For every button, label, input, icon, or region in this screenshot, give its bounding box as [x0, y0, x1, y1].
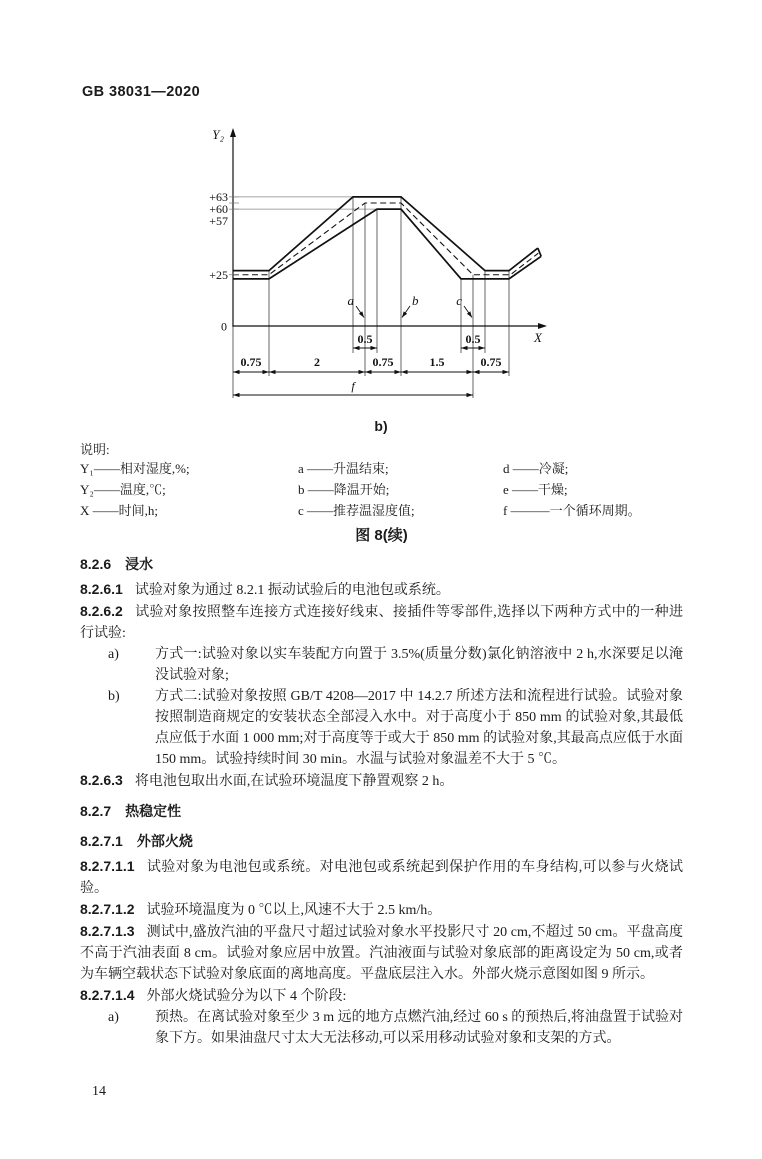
list-item	[108, 686, 683, 770]
origin-label: 0	[221, 319, 227, 334]
list-text: 预热。在离试验对象至少 3 m 远的地方点燃汽油,经过 60 s 的预热后,将油盘置于试验对象下方。如果油盘尺寸太大无法移动,可以采用移动试验对象和支架的方式。	[155, 1010, 683, 1046]
guide-lines	[233, 197, 509, 398]
arrowhead	[371, 346, 378, 350]
dimension-label: f	[351, 379, 355, 393]
arrowhead	[467, 370, 474, 374]
clause-8.2.6.2	[80, 601, 683, 644]
arrowhead	[479, 346, 486, 350]
list-item	[108, 644, 683, 686]
series-upper-limit	[233, 197, 538, 271]
dimensions	[233, 332, 509, 397]
arrowhead	[467, 393, 474, 397]
clause-8.2.6.1	[80, 579, 683, 601]
arrowhead	[353, 346, 360, 350]
series-lower-limit	[233, 209, 541, 279]
standard-number: GB 38031—2020	[82, 84, 201, 100]
note-item: b ——降温开始;	[298, 482, 390, 497]
arrowhead	[467, 311, 472, 317]
arrowhead	[263, 370, 270, 374]
notes-grid	[80, 458, 683, 521]
section-heading-8.2.6	[80, 554, 683, 575]
subfigure-label: b)	[374, 418, 388, 434]
arrowhead	[461, 346, 468, 350]
arrowhead	[233, 370, 240, 374]
clause-text: 试验对象按照整车连接方式连接好线束、接插件等零部件,选择以下两种方式中的一种进行试验:	[80, 605, 683, 641]
clause-number: 8.2.6.2	[80, 603, 123, 619]
list-marker: a)	[108, 647, 119, 662]
note-item: e ——干燥;	[503, 482, 568, 497]
section-title: 外部火烧	[136, 833, 193, 849]
clause-number: 8.2.7.1.4	[80, 987, 135, 1003]
clause-number: 8.2.6.3	[80, 772, 123, 788]
figure-caption: 图 8(续)	[355, 527, 408, 544]
arrowhead	[359, 311, 364, 317]
arrowhead	[365, 370, 372, 374]
marker-label-c: c	[456, 293, 462, 308]
document-page	[0, 84, 762, 1159]
dimension-label: 0.75	[372, 355, 394, 369]
figure-notes-block	[0, 439, 762, 1049]
x-axis-label: X	[534, 330, 542, 345]
dimension-label: 0.5	[357, 332, 373, 346]
arrowhead	[401, 370, 408, 374]
note-item: c ——推荐温湿度值;	[298, 503, 415, 518]
figure-notes	[80, 439, 683, 521]
y-tick-label: +25	[209, 267, 228, 282]
dimension-label: 0.75	[240, 355, 262, 369]
arrowhead	[538, 323, 547, 329]
section-number: 8.2.7	[80, 803, 112, 819]
clause-text: 测试中,盛放汽油的平盘尺寸超过试验对象水平投影尺寸 20 cm,不超过 50 cm。平盘高度不高于汽油表面 8 cm。试验对象应居中放置。汽油液面与试验对象底部的距离设定为 50 cm,或者为车辆空载状态下试验对象底面的离地高度。平盘底层注入水。外部火烧示意图如图 9 所示。	[80, 925, 683, 982]
section-title: 热稳定性	[125, 803, 182, 819]
reference-lines	[233, 197, 377, 209]
clause-text: 试验对象为通过 8.2.1 振动试验后的电池包或系统。	[134, 583, 450, 598]
arrowhead	[473, 370, 480, 374]
clause-number: 8.2.7.1.1	[80, 858, 135, 874]
list-text: 方式二:试验对象按照 GB/T 4208—2017 中 14.2.7 所述方法和流程进行试验。试验对象按照制造商规定的安装状态全部浸入水中。对于高度小于 850 mm 的试验对象,其最低点应低于水面 1 000 mm;对于高度等于或大于 850 mm 的试验对象,其最高点应低于水面 150 mm。试验持续时间 30 min。水温与试验对象温差不大于 5 ℃。	[155, 689, 683, 767]
clause-8.2.7.1.3	[80, 921, 683, 985]
clause-text: 将电池包取出水面,在试验环境温度下静置观察 2 h。	[134, 774, 454, 789]
arrowhead	[503, 370, 510, 374]
y-tick-label: +63	[209, 189, 228, 204]
list-marker: b)	[108, 689, 120, 704]
document-sections	[80, 554, 683, 1049]
series-recommended	[233, 203, 538, 275]
arrowhead	[269, 370, 276, 374]
y-axis-label: Y₂	[212, 127, 224, 142]
clause-number: 8.2.7.1.2	[80, 901, 135, 917]
arrowhead	[395, 370, 402, 374]
notes-title: 说明:	[80, 442, 110, 457]
list-marker: a)	[108, 1010, 119, 1025]
temperature-cycle-figure	[0, 121, 762, 406]
arrowhead	[402, 311, 407, 317]
dimension-label: 0.5	[465, 332, 481, 346]
section-title: 浸水	[125, 556, 154, 572]
list-item	[108, 1007, 683, 1049]
note-item: X ——时间,h;	[80, 503, 159, 518]
clause-text: 试验环境温度为 0 ℃以上,风速不大于 2.5 km/h。	[146, 903, 442, 918]
page-number: 14	[92, 1084, 106, 1099]
y-tick-label: +60	[209, 201, 228, 216]
band-end-cap	[538, 248, 541, 256]
point-markers	[348, 293, 473, 318]
clause-8.2.7.1.2	[80, 899, 683, 921]
section-heading-8.2.7	[80, 801, 683, 822]
list-text: 方式一:试验对象以实车装配方向置于 3.5%(质量分数)氯化钠溶液中 2 h,水深要足以淹没试验对象;	[155, 647, 683, 683]
clause-8.2.7.1.1	[80, 856, 683, 899]
clause-text: 试验对象为电池包或系统。对电池包或系统起到保护作用的车身结构,可以参与火烧试验。	[80, 860, 683, 896]
dimension-label: 1.5	[429, 355, 445, 369]
dimension-label: 2	[314, 355, 320, 369]
marker-label-a: a	[347, 293, 354, 308]
arrowhead	[233, 393, 240, 397]
note-item: d ——冷凝;	[503, 461, 569, 476]
dimension-label: 0.75	[480, 355, 502, 369]
clause-number: 8.2.6.1	[80, 581, 123, 597]
note-item: f ———一个循环周期。	[503, 503, 641, 518]
section-number: 8.2.7.1	[80, 833, 123, 849]
clause-text: 外部火烧试验分为以下 4 个阶段:	[146, 989, 347, 1004]
arrowhead	[359, 370, 366, 374]
axes	[209, 127, 547, 345]
section-number: 8.2.6	[80, 556, 112, 572]
note-item: Y₁——相对湿度,%;	[80, 461, 190, 476]
marker-label-b: b	[412, 293, 419, 308]
clause-number: 8.2.7.1.3	[80, 923, 135, 939]
y-tick-label: +57	[209, 213, 228, 228]
arrowhead	[230, 128, 236, 137]
clause-8.2.6.3	[80, 770, 683, 792]
note-item: Y₂——温度,℃;	[80, 482, 166, 497]
section-heading-8.2.7.1	[80, 831, 683, 852]
clause-8.2.7.1.4	[80, 985, 683, 1007]
note-item: a ——升温结束;	[298, 461, 389, 476]
